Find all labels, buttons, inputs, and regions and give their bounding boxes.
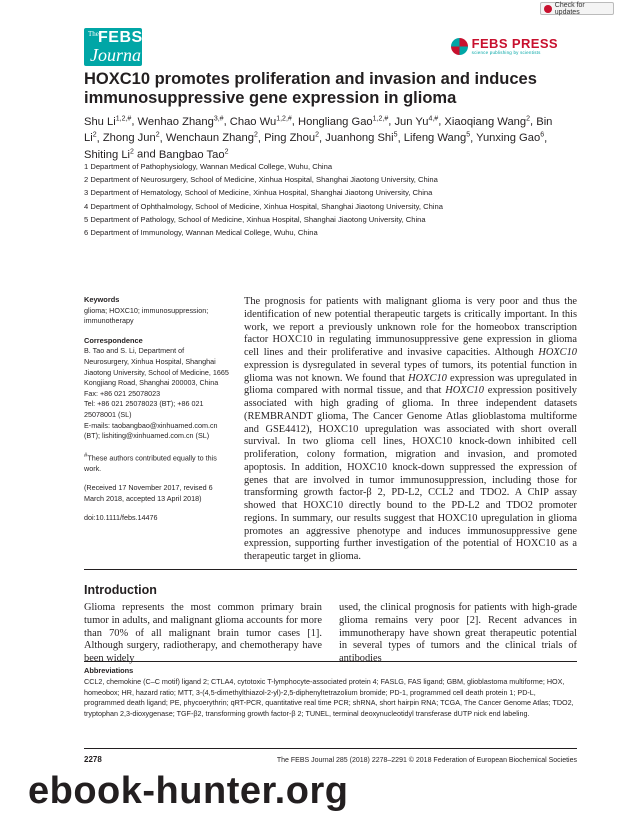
check-for-updates-label: Check for updates: [554, 1, 585, 16]
abbreviations-heading: Abbreviations: [84, 666, 134, 675]
fax: Fax: +86 021 25078023: [84, 388, 161, 398]
watermark: ebook-hunter.org: [28, 770, 349, 812]
author-name: Yunxing Gao$^6$: [476, 131, 545, 145]
affiliation-item: 2 Department of Neurosurgery, School of Medicine, Xinhua Hospital, Shanghai Jiaotong University, China: [84, 175, 438, 185]
author-name: Bin Li$^2$: [84, 115, 553, 145]
keywords-heading: Keywords: [84, 295, 120, 304]
author-name: Wenhao Zhang$^{3,\#}$: [137, 115, 224, 128]
author-conjunction: and: [137, 149, 156, 162]
doi-link[interactable]: doi:10.1111/febs.14476: [84, 513, 158, 523]
author-name: Jun $Yu^{4,\#}$: [394, 115, 439, 128]
equal-contribution-note: #These authors contributed equally to this work.: [84, 452, 217, 473]
author-affiliation-marker: 2: [130, 148, 134, 156]
author-name: Bangbao Tao$^2$: [158, 148, 229, 162]
correspondence-heading: Correspondence: [84, 335, 143, 345]
author-affiliation-marker: 2: [526, 115, 531, 122]
affiliation-list: [84, 160, 564, 239]
intro-column-left: Glioma represents the most common primary brain tumor in adults, and malignant glioma accounts for more than 70% of all malignant brain tumor cases [1]. Although surgery, radiotherapy, and chemotherapy have been widely: [84, 602, 322, 664]
correspondence-address: B. Tao and S. Li, Department of Neurosurgery, Xinhua Hospital, Shanghai Jiaotong University, School of Medicine, 1665 Kongjiang Road, Shanghai 200003, China: [84, 346, 229, 388]
introduction-heading: Introduction: [84, 583, 157, 597]
author-affiliation-marker: 2: [224, 148, 229, 156]
author-affiliation-marker: 2: [315, 131, 319, 139]
febs-journal-logo: The FEBS Journal: [84, 28, 142, 66]
author-name: Chao $Wu^{1,2,\#}$: [229, 115, 292, 128]
author-name: Xiaoqiang Wang$^2$: [444, 115, 531, 128]
author-name: Hongliang Gao$^{1,2,\#}$: [298, 115, 389, 128]
affiliation-item: 5 Department of Pathology, School of Medicine, Xinhua Hospital, Shanghai Jiaotong University, China: [84, 214, 426, 224]
author-list: Shu $Li^{1,2,\#}$, Wenhao Zhang$^{3,\#}$, Chao $Wu^{1,2,\#}$, Hongliang Gao$^{1,2,\#}$, Jun $Yu^{4,\#}$, Xiaoqiang Wang$^2$, Bin Li$^2$, Zhong Jun$^2$, Wenchaun Zhang$^2$, Ping Zhou$^2$, Juanhong Shi$^5$, Lifeng Wang$^5$, Yunxing Gao$^6$, Shiting Li$^2$ and Bangbao Tao$^2$: [84, 115, 553, 162]
keywords: glioma; HOXC10; immunosuppression; immunotherapy: [84, 305, 209, 326]
telephone: Tel: +86 021 25078023 (BT); +86 021 25078001 (SL): [84, 399, 204, 419]
affiliation-item: 1 Department of Pathophysiology, Wannan Medical College, Wuhu, China: [84, 162, 333, 171]
abstract: The prognosis for patients with malignant glioma is very poor and thus the identification of new potential therapeutic targets is critically important. In this work, we report a previously unknown role for the homeobox transcription factor HOXC10 in regulating immunosuppressive gene expression in glioma cell lines and their proliferative and invasive capacities. Although HOXC10 expression is dysregulated in several types of tumors, its potential function in glioma was not known. We found that HOXC10 expression was upregulated in glioma compared with normal tissue, and that HOXC10 expression positively associated with high grading of glioma. In three independent datasets (REMBRANDT glioma, The Cancer Genome Atlas glioblastoma multiforme and GSE4412), HOXC10 upregulation was associated with short overall survival. In two glioma cell lines, HOXC10 knock-down inhibited cell proliferation, colony formation, migration and invasion, and promoted apoptosis. In addition, HOXC10 knock-down suppressed the expression of genes that are involved in tumor immunosuppression, including those for transforming growth factor-β 2, PD-L2, CCL2 and TDO2. A ChIP assay showed that HOXC10 directly bound to the PD-L2 and TDO2 promoter regions. In summary, our results suggest that HOXC10 upregulation in glioma promotes an aggressive phenotype and induces immunosuppressive gene expression, supporting further investigation of the potential of HOXC10 as a therapeutic target in glioma.: [244, 296, 577, 562]
febs-press-logo: FEBS PRESS science publishing by scientists: [451, 38, 558, 55]
affiliation-item: 4 Department of Ophthalmology, School of Medicine, Xinhua Hospital, Shanghai Jiaotong University, China: [84, 201, 443, 211]
author-name: Shiting Li$^2$: [84, 148, 134, 162]
affiliation-item: 6 Department of Immunology, Wannan Medical College, Wuhu, China: [84, 228, 318, 238]
author-name: Lifeng Wang$^5$: [403, 131, 471, 145]
abbreviations-text: CCL2, chemokine (C–C motif) ligand 2; CTLA4, cytotoxic T-lymphocyte-associated protein 4; FASLG, FAS ligand; GBM, glioblastoma multiforme; HOX, homeobox; HR, hazard ratio; MTT, 3-(4,5-dimethylthiazol-2-yl)-2,5-diphenyltetrazolium bromide; PD-1, programmed cell death protein 1; PD-L, programmed death ligand; PE, phycoerythrin; qRT-PCR, quantitative real time PCR; shRNA, short hairpin RNA; TCGA, The Cancer Genome Atlas; TDO2, tryptophan 2,3-dioxygenase; TGF-β2, transforming growth factor-β 2; TUNEL, terminal deoxynucleotidyl transferase dUTP nick end labeling.: [84, 677, 574, 718]
crossmark-icon: [544, 5, 552, 13]
author-affiliation-marker: 2: [253, 131, 258, 139]
author-affiliation-marker: 4,#: [428, 115, 439, 122]
emails: E-mails: taobangbao@xinhuamed.com.cn (BT); lishiting@xinhuamed.com.cn (SL): [84, 420, 218, 441]
received-dates: (Received 17 November 2017, revised 6 March 2018, accepted 13 April 2018): [84, 483, 213, 503]
author-affiliation-marker: 1,2,#: [115, 115, 132, 122]
affiliation-item: 3 Department of Hematology, School of Medicine, Xinhua Hospital, Shanghai Jiaotong University, China: [84, 188, 433, 198]
author-affiliation-marker: 5: [466, 131, 471, 139]
author-name: Wenchaun Zhang$^2$: [165, 131, 258, 145]
intro-column-right: used, the clinical prognosis for patients with high-grade glioma remains very poor [2]. Recent advances in immunotherapy have shown great therapeutic potential in several types of tumors and the clinical trials of antibodies: [339, 602, 577, 664]
author-name: Zhong Jun$^2$: [102, 131, 160, 145]
author-name: Shu $Li^{1,2,\#}$: [84, 115, 132, 128]
author-affiliation-marker: 3,#: [213, 115, 224, 122]
author-name: Ping Zhou$^2$: [264, 131, 319, 145]
journal-citation: The FEBS Journal 285 (2018) 2278–2291 © 2018 Federation of European Biochemical Societies: [276, 757, 577, 764]
footer-divider: [84, 748, 577, 749]
section-divider: [84, 569, 577, 570]
abbreviations-divider: [84, 661, 577, 662]
page-number: 2278: [84, 755, 102, 764]
author-affiliation-marker: 6: [540, 131, 545, 139]
article-title: HOXC10 promotes proliferation and invasion and induces immunosuppressive gene expression in glioma: [84, 70, 537, 107]
author-name: Juanhong Shi$^5$: [325, 131, 398, 145]
author-affiliation-marker: 1,2,#: [372, 115, 389, 122]
author-affiliation-marker: 5: [393, 131, 398, 139]
author-affiliation-marker: 2: [155, 131, 160, 139]
article-info-sidebar: [84, 295, 229, 533]
check-for-updates-button[interactable]: [540, 2, 614, 15]
author-affiliation-marker: 1,2,#: [276, 115, 292, 122]
author-affiliation-marker: 2: [92, 131, 97, 139]
febs-press-mark-icon: [451, 38, 468, 55]
